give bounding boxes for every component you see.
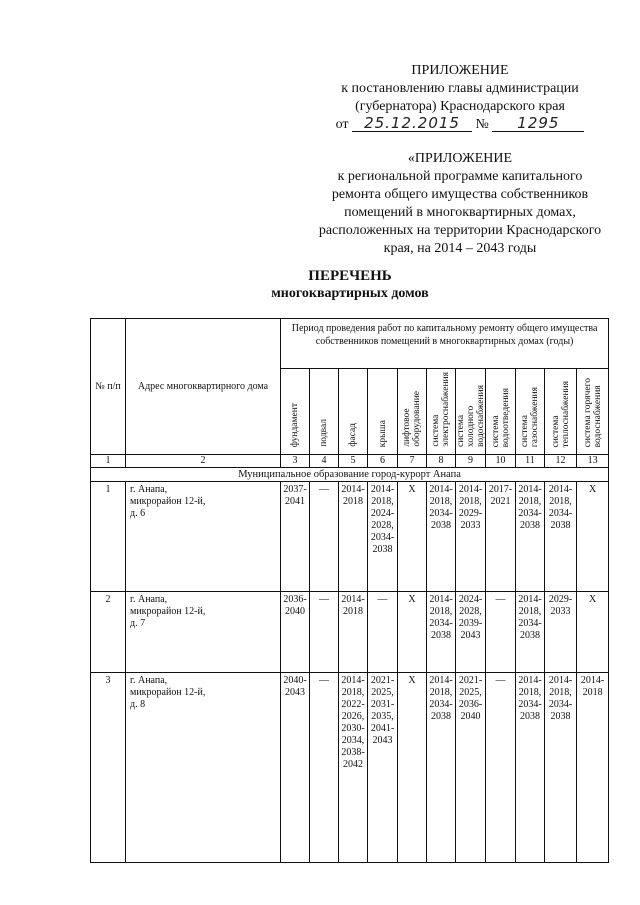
table-row xyxy=(91,592,609,673)
column-number: 13 xyxy=(577,455,609,468)
col-header-heating: система теплоснабжения xyxy=(545,369,577,455)
program-line-4: расположенных на территории Краснодарского xyxy=(318,223,602,238)
program-line-5: края, на 2014 – 2043 годы xyxy=(383,241,537,256)
cell-cold-water: 2014- 2018, 2029- 2033 xyxy=(456,482,486,592)
row-address: г. Анапа, микрорайон 12-й, д. 6 xyxy=(126,482,281,592)
column-number-row xyxy=(91,455,609,468)
program-appendix-title: «ПРИЛОЖЕНИЕ xyxy=(407,151,513,166)
decree-number: 1295 xyxy=(492,116,584,132)
cell-elevator: Х xyxy=(398,592,427,673)
list-subtitle: многоквартирных домов xyxy=(271,286,429,301)
col-header-sewerage: система водоотведения xyxy=(486,369,516,455)
decree-date: 25.12.2015 xyxy=(352,116,472,132)
from-label: от xyxy=(335,117,349,132)
column-number: 7 xyxy=(398,455,427,468)
cell-facade: 2014- 2018 xyxy=(339,592,368,673)
col-header-number: № п/п xyxy=(91,319,126,455)
column-number: 6 xyxy=(368,455,398,468)
column-number: 10 xyxy=(486,455,516,468)
col-header-address: Адрес многоквартирного дома xyxy=(126,319,281,455)
column-number: 1 xyxy=(91,455,126,468)
column-number: 3 xyxy=(281,455,310,468)
cell-roof: 2021- 2025, 2031- 2035, 2041- 2043 xyxy=(368,673,398,863)
municipality-row: Муниципальное образование город-курорт Анапа xyxy=(91,468,609,482)
cell-roof: 2014- 2018, 2024- 2028, 2034- 2038 xyxy=(368,482,398,592)
cell-gas: 2014- 2018, 2034- 2038 xyxy=(516,482,545,592)
col-header-foundation: фундамент xyxy=(281,369,310,455)
row-address: г. Анапа, микрорайон 12-й, д. 7 xyxy=(126,592,281,673)
cell-electric: 2014- 2018, 2034- 2038 xyxy=(427,482,456,592)
col-header-basement: подвал xyxy=(310,369,339,455)
cell-foundation: 2036- 2040 xyxy=(281,592,310,673)
col-header-elevator: лифтовое оборудование xyxy=(398,369,427,455)
number-label: № xyxy=(475,117,489,132)
col-header-roof: крыша xyxy=(368,369,398,455)
program-appendix xyxy=(300,150,620,258)
row-number: 3 xyxy=(91,673,126,863)
cell-basement: — xyxy=(310,673,339,863)
cell-elevator: Х xyxy=(398,673,427,863)
column-number: 9 xyxy=(456,455,486,468)
cell-hot-water: 2014- 2018 xyxy=(577,673,609,863)
column-number: 12 xyxy=(545,455,577,468)
column-number: 2 xyxy=(126,455,281,468)
table-row xyxy=(91,673,609,863)
cell-foundation: 2040- 2043 xyxy=(281,673,310,863)
cell-heating: 2014- 2018, 2034- 2038 xyxy=(545,482,577,592)
cell-facade: 2014- 2018, 2022- 2026, 2030- 2034, 2038- 2042 xyxy=(339,673,368,863)
row-address: г. Анапа, микрорайон 12-й, д. 8 xyxy=(126,673,281,863)
period-header: Период проведения работ по капитальному ремонту общего имущества собственников помещений в многоквартирных домах (годы) xyxy=(281,319,609,369)
cell-cold-water: 2021- 2025, 2036- 2040 xyxy=(456,673,486,863)
program-line-3: помещений в многоквартирных домах, xyxy=(344,205,576,220)
cell-electric: 2014- 2018, 2034- 2038 xyxy=(427,592,456,673)
program-line-1: к региональной программе капитального xyxy=(337,169,583,184)
cell-roof: — xyxy=(368,592,398,673)
program-line-2: ремонта общего имущества собственников xyxy=(331,187,589,202)
row-number: 2 xyxy=(91,592,126,673)
cell-cold-water: 2024- 2028, 2039- 2043 xyxy=(456,592,486,673)
col-header-cold-water: система холодного водоснабжения xyxy=(456,369,486,455)
cell-electric: 2014- 2018, 2034- 2038 xyxy=(427,673,456,863)
appendix-title: ПРИЛОЖЕНИЕ xyxy=(411,63,509,78)
cell-heating: 2029- 2033 xyxy=(545,592,577,673)
col-header-electric: система электроснабжения xyxy=(427,369,456,455)
cell-basement: — xyxy=(310,592,339,673)
cell-sewerage: 2017- 2021 xyxy=(486,482,516,592)
cell-gas: 2014- 2018, 2034- 2038 xyxy=(516,592,545,673)
col-header-facade: фасад xyxy=(339,369,368,455)
appendix-line-1: к постановлению главы администрации xyxy=(341,81,579,96)
cell-hot-water: Х xyxy=(577,592,609,673)
appendix-line-2: (губернатора) Краснодарского края xyxy=(355,99,565,114)
cell-sewerage: — xyxy=(486,673,516,863)
col-header-gas: система газоснабжения xyxy=(516,369,545,455)
col-header-hot-water: система горячего водоснабжения xyxy=(577,369,609,455)
cell-foundation: 2037- 2041 xyxy=(281,482,310,592)
row-number: 1 xyxy=(91,482,126,592)
appendix-header xyxy=(300,62,620,134)
cell-hot-water: Х xyxy=(577,482,609,592)
cell-basement: — xyxy=(310,482,339,592)
cell-elevator: Х xyxy=(398,482,427,592)
column-number: 5 xyxy=(339,455,368,468)
cell-facade: 2014- 2018 xyxy=(339,482,368,592)
houses-table xyxy=(90,318,609,863)
table-row xyxy=(91,482,609,592)
column-number: 4 xyxy=(310,455,339,468)
cell-heating: 2014- 2018, 2034- 2038 xyxy=(545,673,577,863)
appendix-date-line xyxy=(300,116,620,134)
cell-sewerage: — xyxy=(486,592,516,673)
column-number: 8 xyxy=(427,455,456,468)
cell-gas: 2014- 2018, 2034- 2038 xyxy=(516,673,545,863)
list-title: ПЕРЕЧЕНЬ xyxy=(308,268,392,284)
column-number: 11 xyxy=(516,455,545,468)
